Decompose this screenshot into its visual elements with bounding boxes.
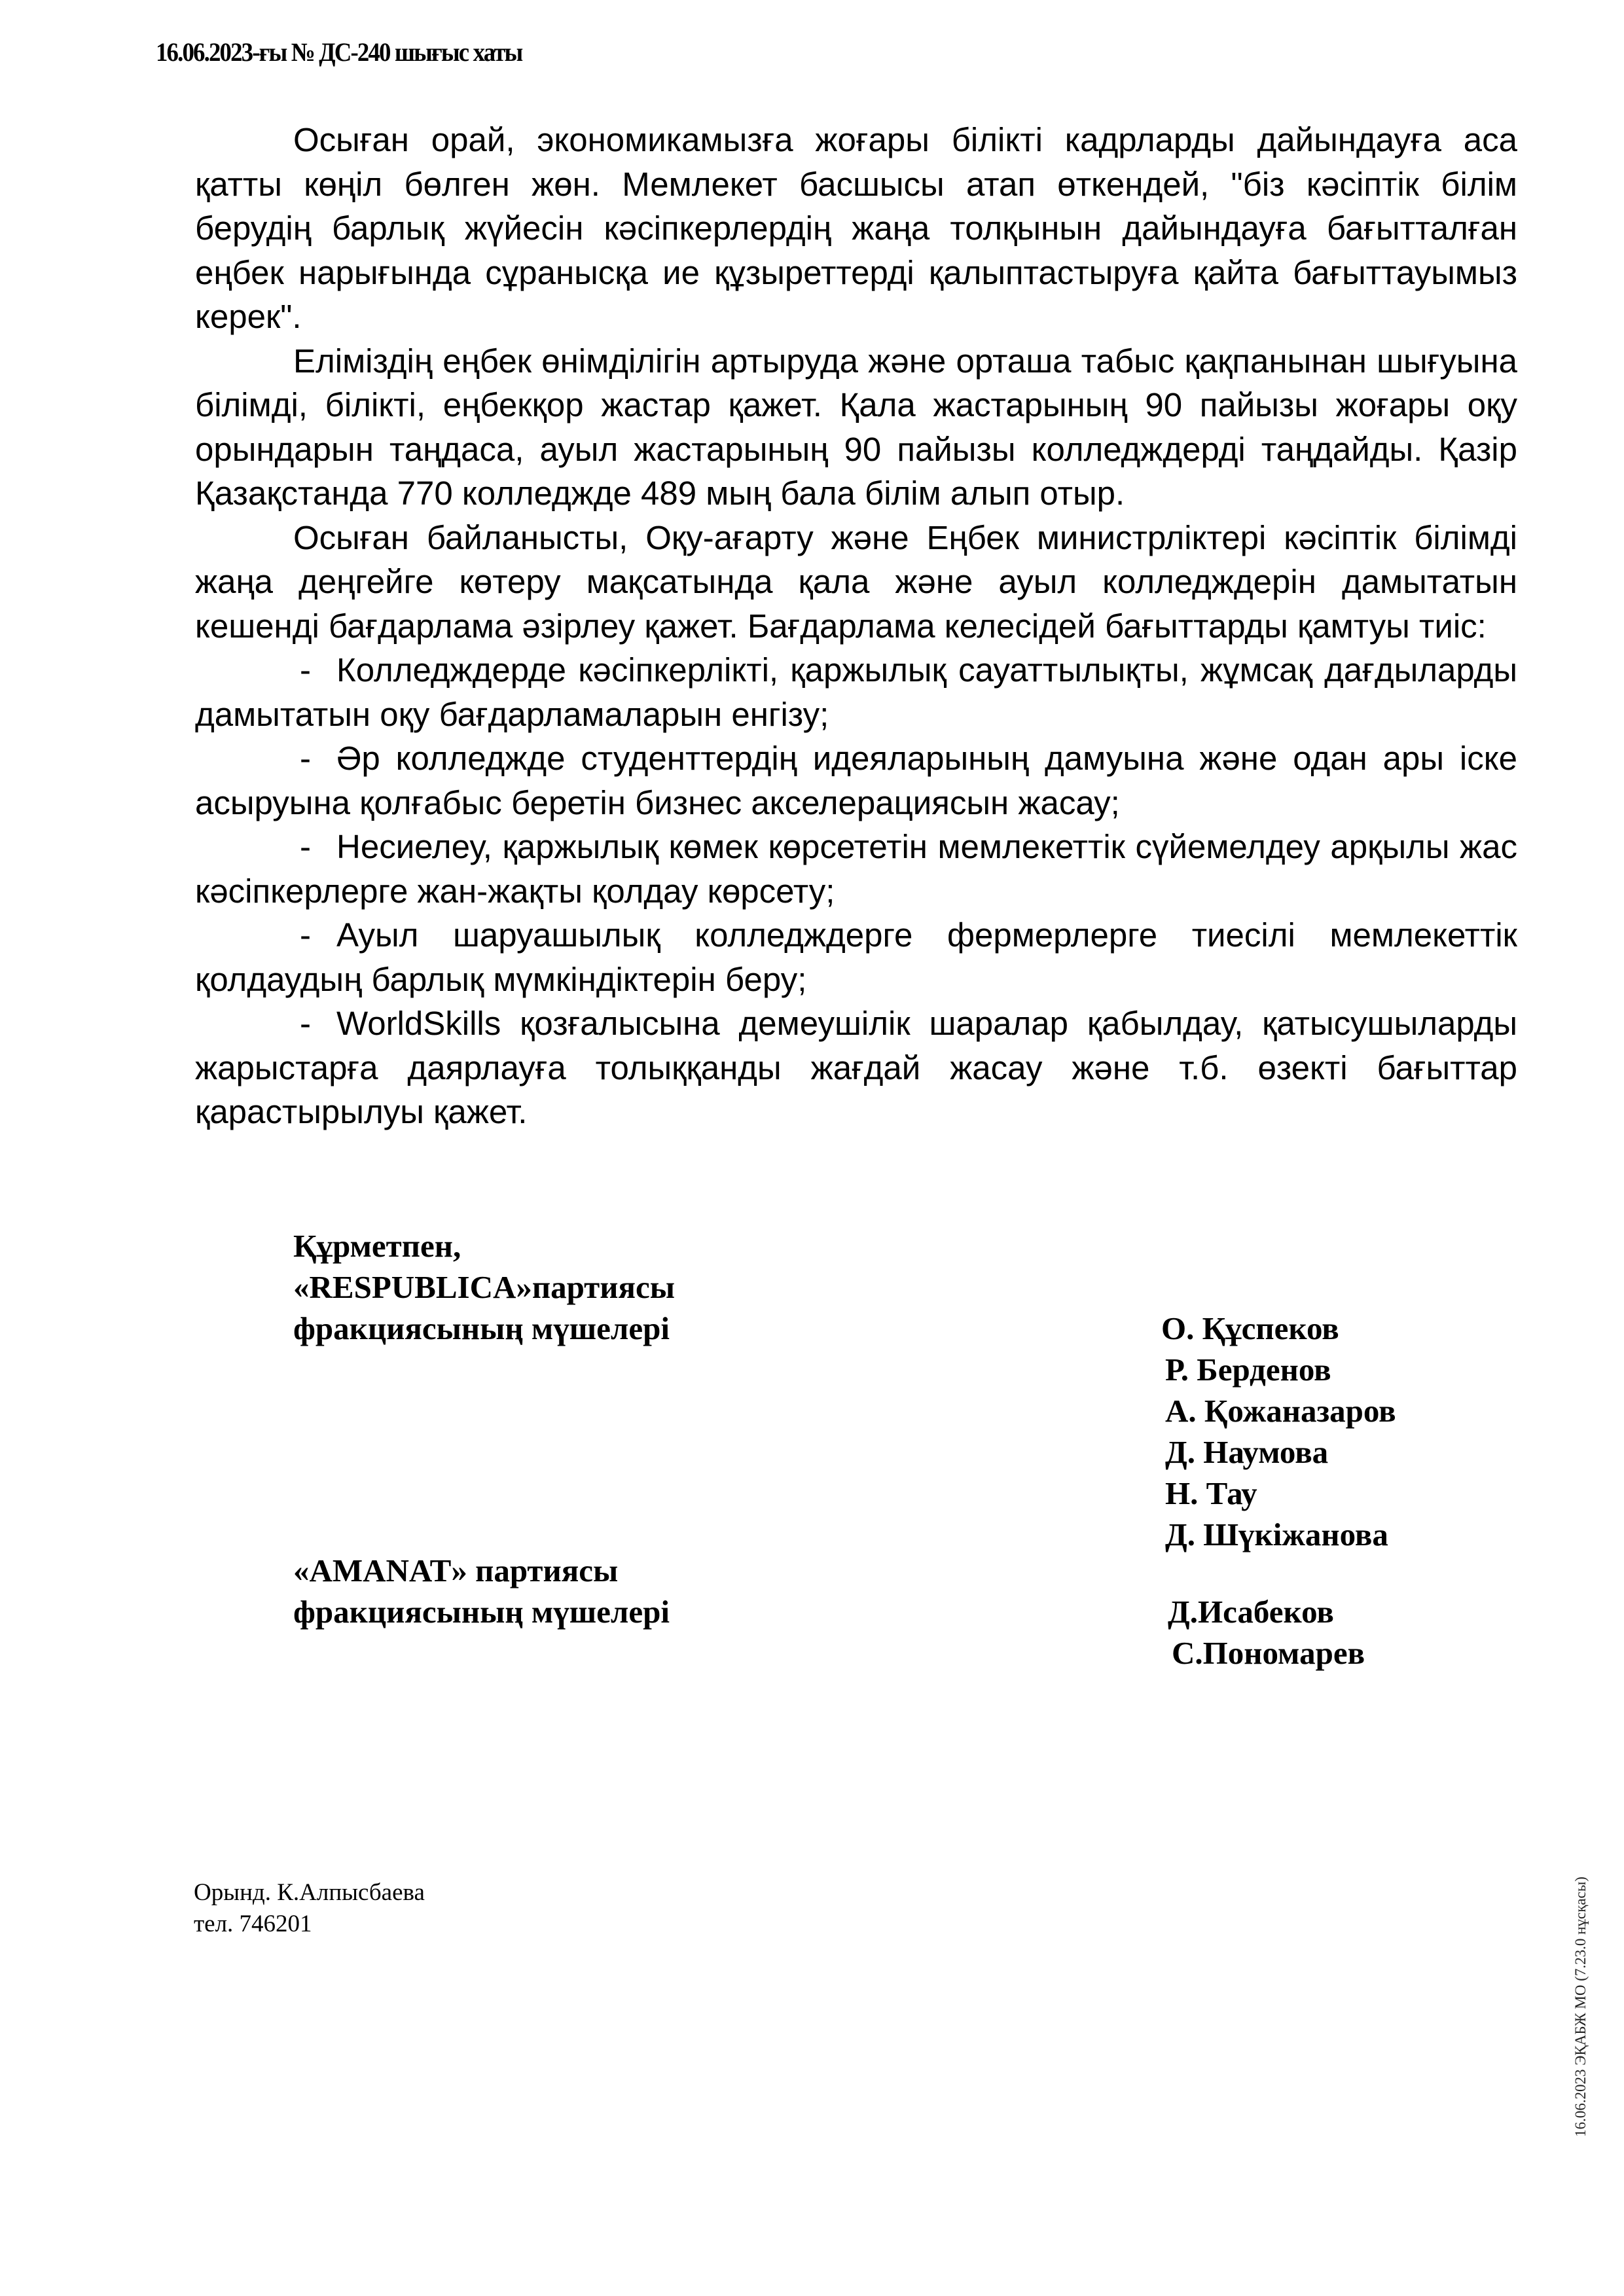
list-marker: - — [300, 916, 311, 954]
paragraph-3: Осыған байланысты, Оқу-ағарту және Еңбек министрліктері кәсіптік білімді жаңа деңгейге көтеру мақсатында қала және ауыл колледждерін дамытатын кешенді бағдарлама әзірлеу қажет. Бағдарлама келесідей бағыттарды қамтуы тиіс: — [195, 518, 1517, 645]
party-name-respublica: «RESPUBLICA»партиясы — [293, 1269, 675, 1305]
signatories-group-1 — [1161, 1308, 1396, 1555]
signatory-name: А. Қожаназаров — [1165, 1393, 1396, 1429]
signatory-name: Д. Наумова — [1165, 1434, 1329, 1470]
registration-stamp: 16.06.2023 ЭҚАБЖ МО (7.23.0 нұсқасы) — [1572, 1876, 1589, 2137]
closing-phrase: Құрметпен, — [293, 1228, 461, 1264]
signatory-name: Н. Тау — [1165, 1475, 1257, 1511]
executor-phone: тел. 746201 — [194, 1910, 312, 1937]
signature-group-1 — [293, 1225, 675, 1349]
signatory-name: С.Пономарев — [1172, 1635, 1365, 1671]
signatory-name: О. Құспеков — [1161, 1310, 1339, 1346]
signature-group-2 — [293, 1550, 670, 1632]
party-name-amanat: «AMANAT» партиясы — [293, 1552, 619, 1588]
letter-body — [195, 118, 1517, 1134]
signatories-group-2 — [1168, 1591, 1365, 1674]
list-marker: - — [300, 1005, 311, 1042]
signatory-name: Д. Шүкіжанова — [1165, 1516, 1388, 1552]
executor-info — [194, 1877, 425, 1940]
list-item: - Ауыл шаруашылық колледждерге фермерлерге тиесілі мемлекеттік қолдаудың барлық мүмкіндіктерін беру; — [195, 913, 1517, 1001]
executor-name: Орынд. К.Алпысбаева — [194, 1879, 425, 1906]
list-item: - Колледждерде кәсіпкерлікті, қаржылық сауаттылықты, жұмсақ дағдыларды дамытатын оқу бағдарламаларын енгізу; — [195, 648, 1517, 736]
document-header: 16.06.2023-ғы № ДС-240 шығыс хаты — [156, 37, 522, 67]
signatory-name: Р. Берденов — [1165, 1352, 1331, 1388]
faction-members-label: фракциясының мүшелері — [293, 1594, 670, 1630]
list-marker: - — [300, 740, 311, 777]
signatory-name: Д.Исабеков — [1168, 1594, 1334, 1630]
paragraph-2: Еліміздің еңбек өнімділігін артыруда және орташа табыс қақпанынан шығуына білімді, білікті, еңбекқор жастар қажет. Қала жастарының 90 пайызы жоғары оқу орындарын таңдаса, ауыл жастарының 90 пайызы колледждерді таңдайды. Қазір Қазақстанда 770 колледжде 489 мың бала білім алып отыр. — [195, 342, 1517, 512]
list-item: - WorldSkills қозғалысына демеушілік шаралар қабылдау, қатысушыларды жарыстарға даярлауға толыққанды жағдай жасау және т.б. өзекті бағыттар қарастырылуы қажет. — [195, 1001, 1517, 1134]
paragraph-1: Осыған орай, экономикамызға жоғары білікті кадрларды дайындауға аса қатты көңіл бөлген жөн. Мемлекет басшысы атап өткендей, "біз кәсіптік білім берудің барлық жүйесін кәсіпкерлердің жаңа толқынын дайындауға бағытталған еңбек нарығында сұранысқа ие құзыреттерді қалыптастыруға қайта бағыттауымыз керек". — [195, 121, 1517, 335]
list-marker: - — [300, 828, 311, 865]
list-item: - Несиелеу, қаржылық көмек көрсететін мемлекеттік сүйемелдеу арқылы жас кәсіпкерлерге жан-жақты қолдау көрсету; — [195, 825, 1517, 913]
faction-members-label: фракциясының мүшелері — [293, 1310, 670, 1346]
list-marker: - — [300, 651, 311, 689]
list-item: - Әр колледжде студенттердің идеяларының дамуына және одан ары іске асыруына қолғабыс беретін бизнес акселерациясын жасау; — [195, 736, 1517, 825]
